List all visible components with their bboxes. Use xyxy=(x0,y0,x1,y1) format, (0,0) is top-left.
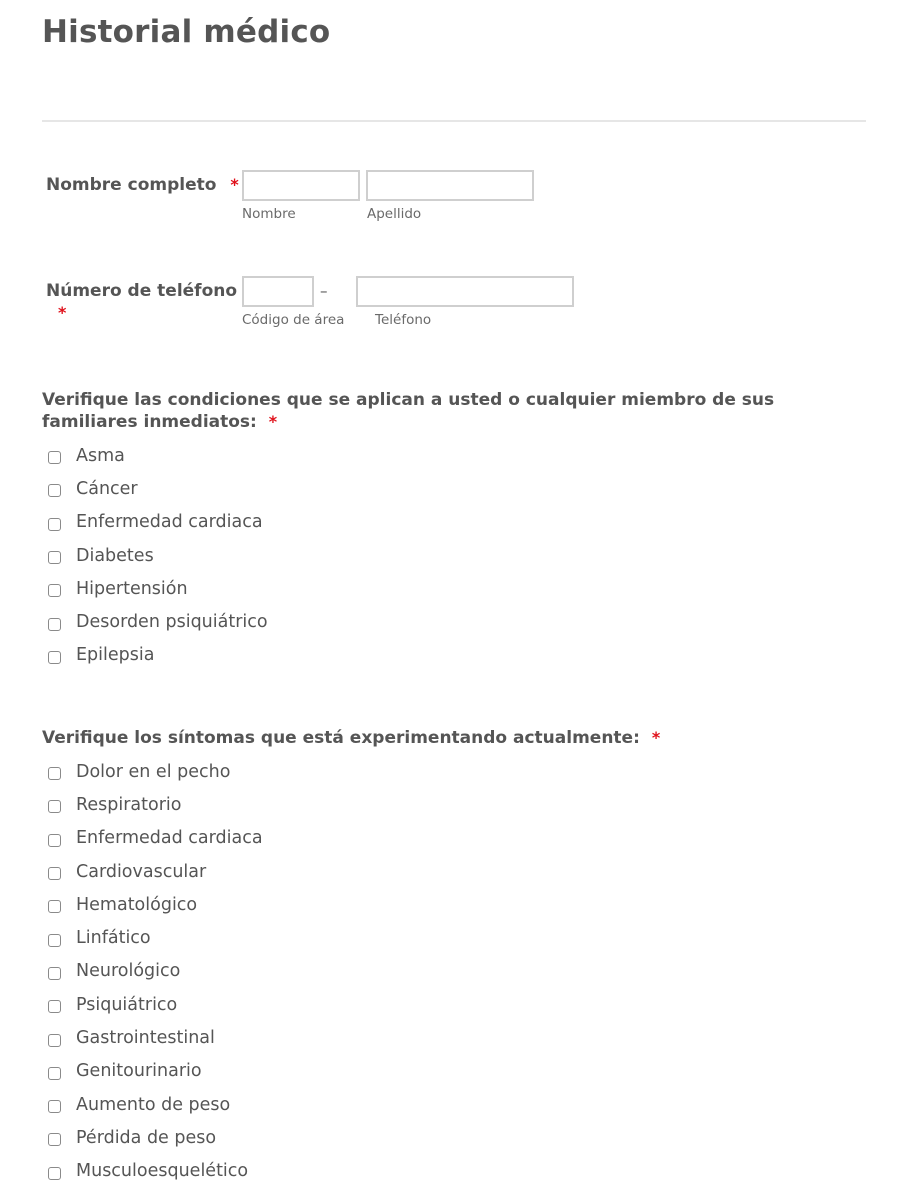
checkbox[interactable] xyxy=(48,834,61,847)
conditions-option[interactable] xyxy=(48,639,268,672)
checkbox[interactable] xyxy=(48,1167,61,1180)
option-label: Cardiovascular xyxy=(76,861,207,882)
symptoms-option[interactable] xyxy=(48,1155,263,1188)
page-title: Historial médico xyxy=(42,14,331,50)
checkbox[interactable] xyxy=(48,1067,61,1080)
checkbox[interactable] xyxy=(48,800,61,813)
symptoms-option[interactable] xyxy=(48,888,263,921)
area-code-sublabel: Código de área xyxy=(242,312,345,328)
symptoms-option[interactable] xyxy=(48,955,263,988)
required-marker: * xyxy=(58,303,67,322)
checkbox[interactable] xyxy=(48,484,61,497)
checkbox[interactable] xyxy=(48,767,61,780)
checkbox[interactable] xyxy=(48,1133,61,1146)
area-code-input[interactable] xyxy=(242,276,314,307)
option-label: Hematológico xyxy=(76,894,198,915)
phone-separator: – xyxy=(320,282,328,300)
option-label: Genitourinario xyxy=(76,1061,202,1082)
conditions-option[interactable] xyxy=(48,572,268,605)
phone-number-input[interactable] xyxy=(356,276,574,307)
checkbox[interactable] xyxy=(48,584,61,597)
option-label: Linfático xyxy=(76,928,151,949)
option-label: Musculoesquelético xyxy=(76,1161,249,1182)
symptoms-checkbox-list xyxy=(48,755,263,1188)
required-marker: * xyxy=(230,175,239,194)
option-label: Diabetes xyxy=(76,545,154,566)
conditions-option[interactable] xyxy=(48,472,268,505)
option-label: Enfermedad cardiaca xyxy=(76,828,263,849)
required-marker: * xyxy=(651,728,661,747)
option-label: Gastrointestinal xyxy=(76,1028,215,1049)
conditions-option[interactable] xyxy=(48,539,268,572)
conditions-option[interactable] xyxy=(48,506,268,539)
checkbox[interactable] xyxy=(48,934,61,947)
header-divider xyxy=(42,120,866,122)
checkbox[interactable] xyxy=(48,651,61,664)
symptoms-question xyxy=(42,727,842,749)
conditions-question xyxy=(42,389,842,433)
symptoms-option[interactable] xyxy=(48,1121,263,1154)
symptoms-option[interactable] xyxy=(48,1055,263,1088)
checkbox[interactable] xyxy=(48,1034,61,1047)
symptoms-option[interactable] xyxy=(48,1088,263,1121)
checkbox[interactable] xyxy=(48,451,61,464)
checkbox[interactable] xyxy=(48,618,61,631)
conditions-option[interactable] xyxy=(48,439,268,472)
option-label: Psiquiátrico xyxy=(76,994,178,1015)
last-name-input[interactable] xyxy=(366,170,534,201)
first-name-input[interactable] xyxy=(242,170,360,201)
phone-number-sublabel: Teléfono xyxy=(375,312,432,328)
conditions-option[interactable] xyxy=(48,605,268,638)
symptoms-option[interactable] xyxy=(48,788,263,821)
full-name-label xyxy=(46,175,239,195)
option-label: Dolor en el pecho xyxy=(76,761,231,782)
symptoms-option[interactable] xyxy=(48,1021,263,1054)
conditions-question-text: Verifique las condiciones que se aplican a usted o cualquier miembro de sus familiares inmediatos: xyxy=(42,390,775,432)
checkbox[interactable] xyxy=(48,551,61,564)
symptoms-option[interactable] xyxy=(48,988,263,1021)
last-name-sublabel: Apellido xyxy=(367,206,422,222)
required-marker: * xyxy=(268,412,278,431)
checkbox[interactable] xyxy=(48,1000,61,1013)
option-label: Desorden psiquiátrico xyxy=(76,612,268,633)
option-label: Pérdida de peso xyxy=(76,1127,217,1148)
checkbox[interactable] xyxy=(48,967,61,980)
option-label: Asma xyxy=(76,445,125,466)
option-label: Neurológico xyxy=(76,961,181,982)
option-label: Respiratorio xyxy=(76,794,182,815)
checkbox[interactable] xyxy=(48,867,61,880)
checkbox[interactable] xyxy=(48,900,61,913)
symptoms-option[interactable] xyxy=(48,855,263,888)
checkbox[interactable] xyxy=(48,518,61,531)
symptoms-option[interactable] xyxy=(48,921,263,954)
full-name-label-text: Nombre completo xyxy=(46,175,217,195)
option-label: Cáncer xyxy=(76,478,138,499)
option-label: Epilepsia xyxy=(76,645,155,666)
checkbox[interactable] xyxy=(48,1100,61,1113)
symptoms-question-text: Verifique los síntomas que está experimentando actualmente: xyxy=(42,728,640,748)
first-name-sublabel: Nombre xyxy=(242,206,296,222)
conditions-checkbox-list xyxy=(48,439,268,672)
symptoms-option[interactable] xyxy=(48,822,263,855)
option-label: Hipertensión xyxy=(76,578,188,599)
phone-label: Número de teléfono xyxy=(46,281,238,301)
option-label: Aumento de peso xyxy=(76,1094,231,1115)
option-label: Enfermedad cardiaca xyxy=(76,512,263,533)
symptoms-option[interactable] xyxy=(48,755,263,788)
